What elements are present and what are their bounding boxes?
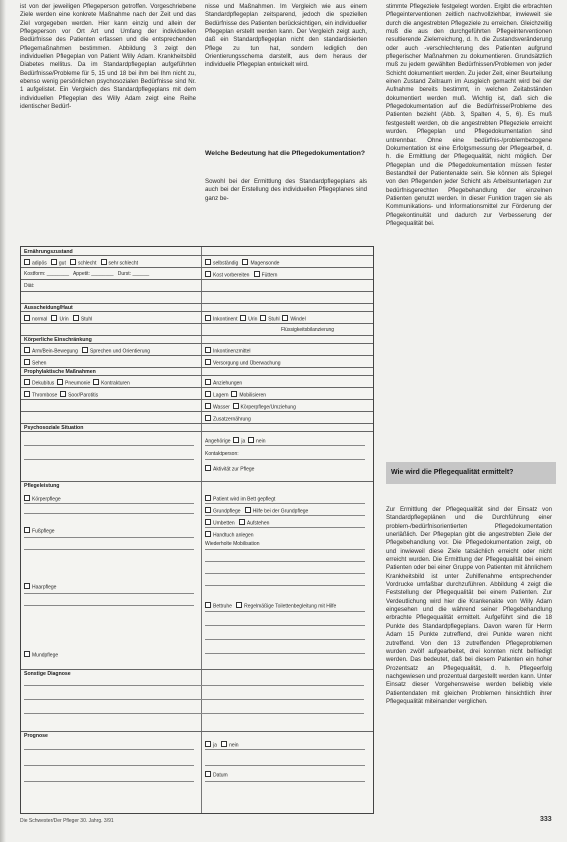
form-line <box>205 653 365 654</box>
checkbox[interactable] <box>236 602 242 608</box>
checkbox[interactable] <box>51 315 57 321</box>
form-line <box>205 611 365 612</box>
checkbox[interactable] <box>24 379 30 385</box>
checkbox[interactable] <box>60 391 66 397</box>
section-diagnose: Sonstige Diagnose <box>24 671 71 677</box>
checkbox-item: Patient wird im Bett gepflegt <box>205 495 275 503</box>
text-column-2 <box>205 3 367 70</box>
form-row-heading <box>21 723 373 732</box>
diet-label: Diät: <box>24 283 35 289</box>
checkbox[interactable] <box>205 379 211 385</box>
checkbox[interactable] <box>24 583 30 589</box>
checkbox[interactable] <box>205 519 211 525</box>
text-column-2b <box>205 178 367 203</box>
checkbox[interactable] <box>205 465 211 471</box>
checkbox[interactable] <box>57 379 63 385</box>
section-bilanz: Psychosoziale Situation <box>24 425 84 431</box>
checkbox[interactable] <box>205 741 211 747</box>
form-line <box>24 765 194 766</box>
form-line <box>24 699 364 700</box>
checkbox-item: Versorgung und Überwachung <box>205 359 281 367</box>
section-pflegeleistung: Pflegeleistung <box>24 483 60 489</box>
checkbox-group: Angehörige ja nein <box>205 438 266 445</box>
checkbox-group: Lagern Mobilisieren <box>205 391 266 399</box>
checkbox[interactable] <box>205 315 211 321</box>
checkbox-group: Kost vorbereiten Füttern <box>205 271 277 279</box>
checkbox[interactable] <box>73 315 79 321</box>
checkbox[interactable] <box>24 651 30 657</box>
checkbox[interactable] <box>242 259 248 265</box>
checkbox[interactable] <box>24 391 30 397</box>
checkbox-group: Inkontinent Urin Stuhl Windel <box>205 315 306 323</box>
form-line <box>205 585 365 586</box>
checkbox[interactable] <box>51 259 57 265</box>
form-line <box>205 625 365 626</box>
form-line <box>205 549 365 550</box>
checkbox-item: Inkontinenzmittel <box>205 347 251 355</box>
checkbox-item: Sehen <box>24 359 46 367</box>
checkbox[interactable] <box>101 259 107 265</box>
form-line <box>205 781 365 782</box>
column1-paragraph: ist von der jeweiligen Pflegeperson getroffen. Vorgeschriebene Ziele werden eine konkrete Maßnahme nach der Zeit und das Ziel vorgegeben werden. Hier kann einzig und allein der Pflegeperson vor Ort Art und Umfang der individuellen Bedürfnisse des Patienten erfassen und die entsprechenden Pflegemaßnahmen bestimmen. Abbildung 3 zeigt den individuellen Pflegeplan von Patient Willy Adam. Krankheitsbild Diabetes mellitus. Da im Standardpflegeplan aufgeführten Bedürfnisse/Probleme für 5, 15 und 18 bei ihm bei Ihm nicht zu, ebenso wenig persönlichen psychosozialen Bedürfnisse sind Nr. 1 aufgelistet. Ein Vergleich des Standardpflegeplans mit dem individuellen Pflegeplan des Willy Adam zeigt eine Reihe identischer Bedürf- <box>20 3 196 111</box>
checkbox[interactable] <box>205 403 211 409</box>
checkbox[interactable] <box>248 437 254 443</box>
section-ausscheidung: Ausscheidung/Haut <box>24 305 73 311</box>
date-field: Datum <box>205 771 228 779</box>
care-label: Fußpflege <box>24 527 55 535</box>
checkbox[interactable] <box>205 531 211 537</box>
form-line <box>24 685 364 686</box>
checkbox[interactable] <box>205 359 211 365</box>
checkbox[interactable] <box>205 602 211 608</box>
column2-paragraph-2: Sowohl bei der Ermittlung des Standardpflegeplans als auch bei der Erstellung des individuellen Pflegeplanes sind ganz be- <box>205 178 367 202</box>
checkbox[interactable] <box>24 495 30 501</box>
checkbox[interactable] <box>205 507 211 513</box>
contact-person-label: Kontaktperson: <box>205 451 239 457</box>
form-line <box>24 459 194 460</box>
field-group: Kostform: ________ Appetit: ________ Durst: ______ <box>24 271 150 277</box>
column3-paragraph: stimmte Pflegeziele festgelegt worden. Ergibt die erbrachten Pflegeinterventionen zeitlich nachvollziehbar, inwieweit sie durch die angestrebten Pflegeziele zu erreichen. Gleichzeitig muß die aus den durchgeführten Pflegeinterventionen resultierende Zielerreichung, d. h. die Zustandsveränderung oder auch -verschlechterung des Patienten aufgrund pflegerischer Maßnahmen zu dokumentieren. Grundsätzlich muß zu jedem gewählten Bedürfnissen/Problemen von jeder Schicht dokumentiert werden. Zu jeder Zeit, einer Beurteilung einen Zustand Zeitraum im Ausgleich gemacht wird bei der Aufnahme bereits bestimmt, in welchen Zeitabständen dokumentiert werden muß. Wichtig ist, daß sich die Pflegedokumentation auf die Bedürfnisse/Probleme des Patienten bezieht (Abb. 3, Spalten 4, 5, 6). Es muß festgestellt werden, ob die angestrebten Pflegeziele erreicht wurden. Pflegeplan und Pflegedokumentation sind untrennbar. Ohne eine bedürfnis-/problembezogene Dokumentation ist eine Erfolgsmessung der Pflegearbeit, d. h. die Ermittlung der Pflegequalität, nicht möglich. Der Pflegeplan und die Pflegedokumentation müssen fester Bestandteil der Patientenakte sein. Sie können als Spiegel von den Pflegenden jeder Schicht als Arbeitsunterlagen zur bedürfnisgerechten Pflegebehandlung der einzelnen Patienten genutzt werden. In dieser Funktion tragen sie als Kommunikations- und Informationsmittel zur Förderung der Pflegekontinuität und dadurch zur Verbesserung der Pflegequalität bei. <box>386 3 552 227</box>
checkbox[interactable] <box>93 379 99 385</box>
checkbox-group: Bettruhe Regelmäßige Toilettenbegleitung mit Hilfe <box>205 602 336 610</box>
text-column-3 <box>386 3 552 228</box>
form-line <box>205 515 365 516</box>
form-line <box>24 503 194 504</box>
form-line <box>24 605 194 606</box>
checkbox[interactable] <box>239 519 245 525</box>
checkbox[interactable] <box>231 391 237 397</box>
checkbox[interactable] <box>205 271 211 277</box>
checkbox-item: Aktivität zur Pflege <box>205 465 254 473</box>
section-heading-pflegedokumentation: Welche Bedeutung hat die Pflegedokumentation? <box>205 150 365 157</box>
form-line <box>24 593 194 594</box>
text-column-1 <box>20 3 196 111</box>
care-label: Haarpflege <box>24 583 56 591</box>
section-ernaehrung: Ernährungszustand <box>24 249 73 255</box>
checkbox-item: Handtuch anlegen <box>205 531 254 539</box>
column2-paragraph: nisse und Maßnahmen. Im Vergleich wie aus einem Standardpflegeplan zeitsparend, jedoch die speziellen Bedürfnisse des Patienten berücksichtigen, ein individueller Pflegeplan erstellt werden kann. Der Vergleich zeigt auch, daß ein Standardpflegeplan nicht den standardisierten Pflege zu tun hat, sondern lediglich den Orientierungsschema darstellt, aus dem heraus der individuelle Pflegeplan entwickelt wird. <box>205 3 367 69</box>
checkbox-group: Arm/Bein-Bewegung Sprechen und Orientierung <box>24 347 150 355</box>
form-line <box>205 561 365 562</box>
section-koerper: Körperliche Einschränkung <box>24 337 92 343</box>
checkbox[interactable] <box>245 507 251 513</box>
checkbox[interactable] <box>24 527 30 533</box>
checkbox[interactable] <box>205 259 211 265</box>
checkbox[interactable] <box>205 415 211 421</box>
form-row-heading <box>21 473 373 482</box>
checkbox-group: Dekubitus Pneumonie Kontrakturen <box>24 379 130 387</box>
form-line <box>205 459 365 460</box>
care-label: Mundpflege <box>24 651 58 659</box>
section-prophylaxe: Prophylaktische Maßnahmen <box>24 369 96 375</box>
form-line <box>24 537 194 538</box>
page-number: 333 <box>540 816 552 823</box>
form-line <box>205 765 365 766</box>
checkbox[interactable] <box>24 259 30 265</box>
form-line <box>24 445 194 446</box>
section-prognose: Prognose <box>24 733 48 739</box>
checkbox[interactable] <box>205 771 211 777</box>
checkbox[interactable] <box>82 347 88 353</box>
checkbox[interactable] <box>233 403 239 409</box>
checkbox-group: Grundpflege Hilfe bei der Grundpflege <box>205 507 308 515</box>
checkbox[interactable] <box>254 271 260 277</box>
checkbox-group: adipös gut schlecht sehr schlecht <box>24 259 138 267</box>
checkbox[interactable] <box>70 259 76 265</box>
checkbox-item: Anziehungen <box>205 379 242 387</box>
form-line <box>24 513 194 514</box>
checkbox-group: selbständig Magensonde <box>205 259 279 267</box>
checkbox-item: Zusatzernährung <box>205 415 251 423</box>
checkbox[interactable] <box>282 315 288 321</box>
checkbox[interactable] <box>24 347 30 353</box>
checkbox[interactable] <box>205 347 211 353</box>
checkbox-group: Umbetten Aufstehen <box>205 519 269 527</box>
section-heading-bar <box>386 462 556 484</box>
form-line <box>205 527 365 528</box>
checkbox-group: Wasser Körperpflege/Umziehung <box>205 403 296 411</box>
form-line <box>205 749 365 750</box>
form-line <box>205 573 365 574</box>
form-line <box>24 713 364 714</box>
form-line <box>205 639 365 640</box>
fluid-balance-label: Flüssigkeitsbilanzierung <box>281 327 335 333</box>
footer-journal: Die Schwester/Der Pfleger 30. Jahrg. 3/91 <box>20 818 114 824</box>
text-column-3b <box>386 506 552 706</box>
form-line <box>24 749 194 750</box>
column3-paragraph-2: Zur Ermittlung der Pflegequalität sind der Einsatz von Standardpflegeplänen und die Durchführung einer problem-/bedürfnisorientierten Pflegedokumentation unerläßlich. Der Pflegeplan gibt die angestrebten Ziele der Pflegebehandlung vor. Die Pflegedokumentation zeigt, ob und inwieweil diese Ziele tatsächlich erreicht oder nicht erreicht wurden. Die Ermittlung der Pflegequalität bei einem Patienten oder bei einer Gruppe von Patienten mit ähnlichem Krankheitsbild ist unter Zuhilfenahme entsprechender Vordrucke umfaßbar durchzuführen. Abbildung 4 zeigt die Feststellung der Pflegequalität bei einem Patienten. Zur Verdeutlichung wird hier die Krankenakte von Willy Adam eingesehen und die während seiner Pflegebehandlung erbrachte Pflegequalität ermittelt. Aufgeführt sind die 18 Punkte des Standardpflegeplans. Davon waren für Herrn Adam 15 Punkte zutreffend, drei Punkte waren nicht zutreffend. Von den 13 zutreffenden Pflegeproblemen wurden zwölf aufgearbeitet, drei konnten nicht befriedigt werden. Das bedeutet, daß bei diesem Patienten ein hoher Prozentsatz an Pflegequalität, d. h. Pflegeerfolg nachgewiesen und prozentual dargestellt werden kann. Unter Einsatz dieser Vorgehensweise werden beliebig viele Patientendaten mit gleichen Problemen hinsichtlich ihrer Pflegequalität miteinander verglichen. <box>386 506 552 705</box>
page-shadow-edge <box>0 0 6 842</box>
checkbox[interactable] <box>240 315 246 321</box>
pflegeanamnese-form <box>20 246 374 814</box>
form-line <box>24 781 194 782</box>
checkbox[interactable] <box>260 315 266 321</box>
form-line <box>205 445 365 446</box>
checkbox[interactable] <box>233 437 239 443</box>
checkbox[interactable] <box>205 495 211 501</box>
checkbox[interactable] <box>221 741 227 747</box>
form-row-heading <box>21 661 373 670</box>
checkbox[interactable] <box>24 315 30 321</box>
checkbox-group: ja nein <box>205 741 239 749</box>
form-label: Wiederholte Mobilisation <box>205 541 260 547</box>
checkbox[interactable] <box>24 359 30 365</box>
care-label: Körperpflege <box>24 495 61 503</box>
checkbox-group: Thrombose Soor/Parotitis <box>24 391 98 399</box>
form-line <box>205 503 365 504</box>
checkbox[interactable] <box>205 391 211 397</box>
form-line <box>24 549 194 550</box>
section-heading-pflegequalitaet: Wie wird die Pflegequalität ermittelt? <box>391 469 514 476</box>
checkbox-group: normal Urin Stuhl <box>24 315 92 323</box>
